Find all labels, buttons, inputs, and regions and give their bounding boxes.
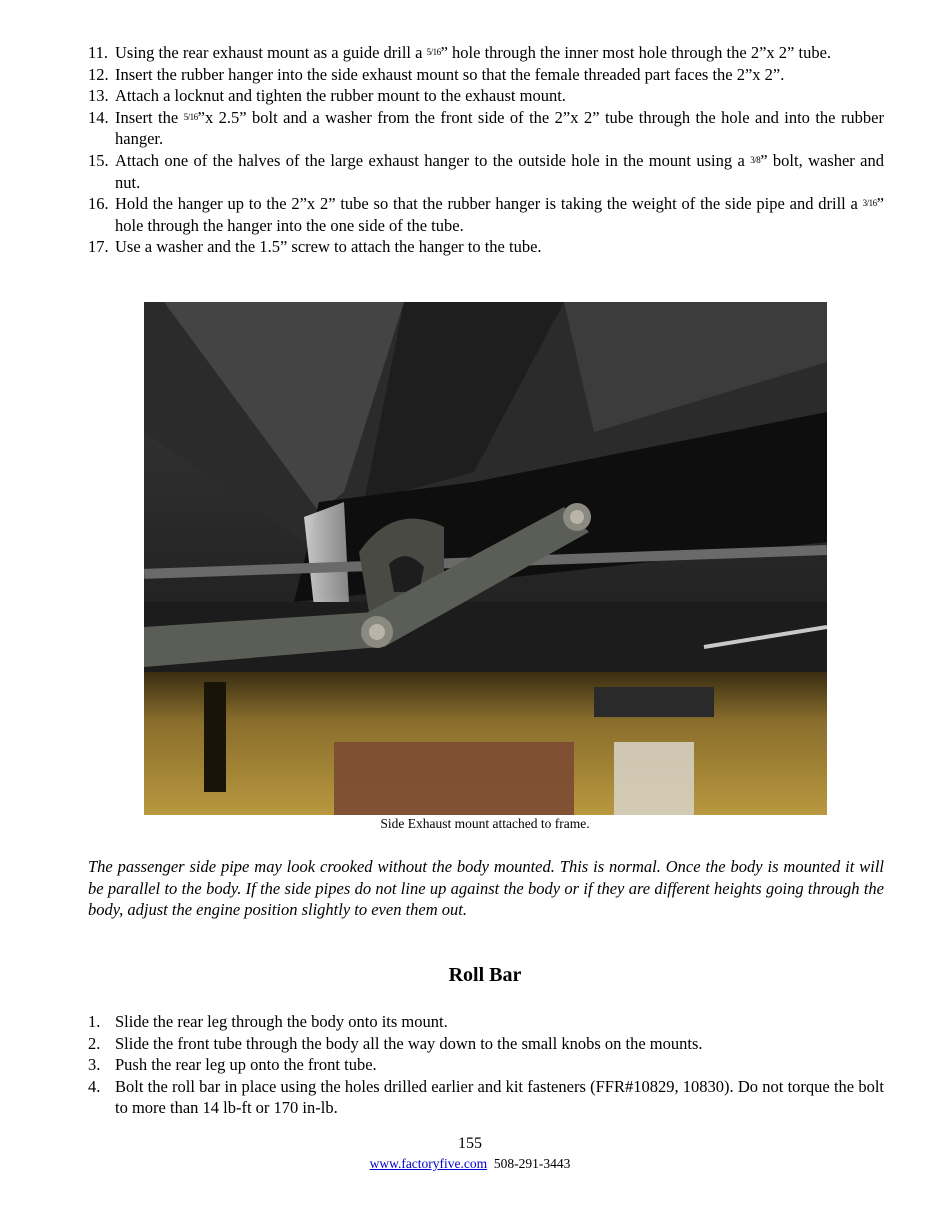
assembly-steps-list <box>88 42 884 258</box>
step-text-cont: ” bolt, washer and nut. <box>115 150 884 192</box>
step-number: 15. <box>88 150 109 170</box>
step-text-cont: ” hole through the inner most hole through the 2”x 2” tube. <box>440 43 832 62</box>
page-number: 155 <box>458 1135 482 1152</box>
step-number: 2. <box>88 1033 101 1053</box>
step-number: 1. <box>88 1012 101 1031</box>
step-text: Attach one of the halves of the large exhaust hanger to the outside hole in the mount using a <box>115 150 751 170</box>
website-link[interactable]: www.factoryfive.com <box>369 1156 488 1171</box>
step-item <box>88 1054 884 1076</box>
step-text: Insert the <box>115 107 184 127</box>
step-text: Slide the rear leg through the body onto its mount. <box>115 1012 448 1031</box>
step-text-cont: ”x 2.5” bolt and a washer from the front side of the 2”x 2” tube through the hole and into the rubber hanger. <box>115 107 885 149</box>
photo-illustration <box>144 302 827 815</box>
step-number: 13. <box>88 86 109 106</box>
step-text: Attach a locknut and tighten the rubber mount to the exhaust mount. <box>115 86 566 106</box>
step-text: Slide the front tube through the body all the way down to the small knobs on the mounts. <box>115 1033 703 1053</box>
step-item <box>88 85 884 107</box>
step-text: Insert the rubber hanger into the side exhaust mount so that the female threaded part faces the 2”x 2”. <box>115 64 785 84</box>
step-number: 3. <box>88 1055 101 1075</box>
phone-number: 508-291-3443 <box>493 1156 571 1171</box>
step-item <box>88 1033 884 1055</box>
step-number: 12. <box>88 64 109 84</box>
page-footer <box>0 1156 940 1172</box>
exhaust-mount-photo <box>144 302 827 815</box>
step-item <box>88 107 884 150</box>
step-item <box>88 236 884 258</box>
step-item <box>88 1011 884 1033</box>
step-text: Push the rear leg up onto the front tube. <box>115 1055 377 1075</box>
step-text-cont: ” hole through the hanger into the one side of the tube. <box>115 194 884 235</box>
step-text: Bolt the roll bar in place using the holes drilled earlier and kit fasteners (FFR#10829, 10830). Do not torque the bolt to more than 14 lb-ft or 170 in-lb. <box>115 1076 884 1118</box>
step-text: Hold the hanger up to the 2”x 2” tube so that the rubber hanger is taking the weight of the side pipe and drill a <box>115 194 863 214</box>
fraction: 5/16 <box>183 111 198 122</box>
photo-caption: Side Exhaust mount attached to frame. <box>380 816 590 831</box>
step-text: Use a washer and the 1.5” screw to attach the hanger to the tube. <box>115 237 542 257</box>
step-number: 11. <box>88 43 109 62</box>
roll-bar-steps-list <box>88 1011 884 1119</box>
fraction: 5/16 <box>426 47 441 57</box>
step-number: 16. <box>88 194 109 214</box>
step-number: 4. <box>88 1076 101 1096</box>
step-item <box>88 150 884 193</box>
step-item <box>88 1076 884 1119</box>
step-item <box>88 193 884 236</box>
step-number: 17. <box>88 237 109 257</box>
step-text: Using the rear exhaust mount as a guide drill a <box>115 43 427 62</box>
fraction: 3/16 <box>862 198 877 209</box>
note-paragraph: The passenger side pipe may look crooked without the body mounted. This is normal. Once the body is mounted it will be parallel to the body. If the side pipes do not line up against the body or if they are different heights going through the body, adjust the engine position slightly to even them out. <box>88 857 884 920</box>
step-item <box>88 64 884 86</box>
step-item <box>88 42 884 64</box>
step-number: 14. <box>88 107 109 127</box>
section-heading: Roll Bar <box>448 964 522 986</box>
fraction: 3/8 <box>750 154 761 165</box>
